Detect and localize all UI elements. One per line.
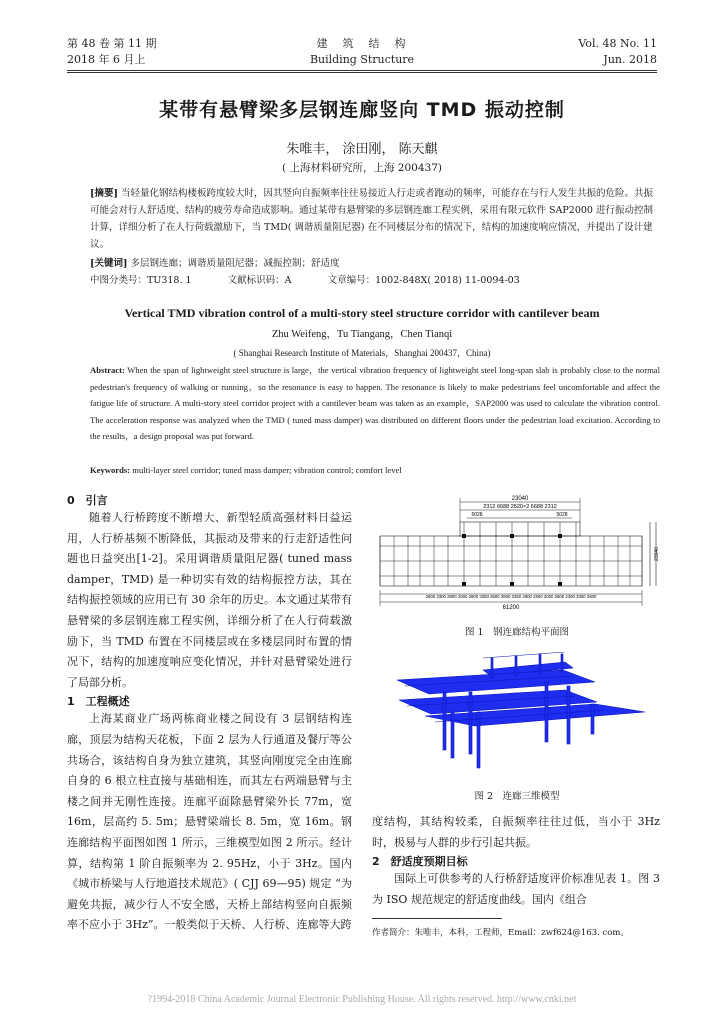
section-2-paragraph: 国际上可供参考的人行桥舒适度评价标准见表 1。图 3 为 ISO 规范规定的舒适度曲线。国内《组合	[372, 872, 660, 906]
classification-line	[90, 272, 660, 289]
english-authors: Zhu Weifeng，Tu Tiangang，Chen Tianqi	[271, 329, 453, 340]
header-rule	[67, 70, 657, 71]
keywords-en-text: multi-layer steel corridor; tuned mass damper; vibration control; comfort level	[132, 465, 402, 475]
abstract-en-text: When the span of lightweight steel structure is large，the vertical vibration frequency of lightweight steel long-span slab is probably close to the normal pedestrian's frequency of walking or running，so the resonance is easy to happen. The resonance is likely to make pedestrians feel uncomfortable and affect the fatigue life of structure. A multi-story steel corridor project with a cantilever beam was taken as an example，SAP2000 was used to calculate the vibration control. The acceleration response was analyzed when the TMD ( tuned mass damper) was distributed on different floors under the pedestrian load excitation. According to the results，a design proposal was put forward.	[90, 365, 660, 441]
journal-name-en: Building Structure	[309, 53, 415, 66]
keywords-en-label: Keywords:	[90, 465, 131, 475]
english-affiliation: ( Shanghai Research Institute of Materials，Shanghai 200437，China)	[233, 348, 491, 358]
figure-1-caption: 图 1 钢连廊结构平面图	[464, 627, 570, 638]
figure-1-plan-drawing	[372, 494, 662, 614]
section-1-paragraph: 上海某商业广场两栋商业楼之间设有 3 层钢结构连廊，顶层为结构天花板，下面 2 层为人行通道及餐厅等公共场合，该结构自身为独立建筑，其竖向刚度完全由连廊自身的 6 根立柱直接与基础相连，而其左右两端悬臂与主楼之间并无刚性连接。连廊平面除悬臂梁外长 77m，宽 16m，层高约 5. 5m；悬臂梁端长 8. 5m，宽 16m。钢连廊结构平面图如图 1 所示，三维模型如图 2 所示。经计算，结构第 1 阶自振频率为 2. 95Hz，小于 3Hz。国内《城市桥梁与人行地道技术规范》( CJJ 69—95) 规定 “为避免共振，减少行人不安全感，天桥上部结构竖向自振频率不应小于 3Hz”。一般类似于天桥、人行桥、连廊等大跨	[67, 712, 352, 932]
journal-date-en: Jun. 2018	[603, 53, 657, 66]
abstract-label: [摘要]	[90, 188, 118, 199]
document-code: 文献标识码：A	[227, 275, 292, 286]
keywords-text: 多层钢连廊；调谐质量阻尼器；减振控制；舒适度	[130, 258, 340, 269]
journal-issue-date: 2018 年 6 月上	[67, 53, 146, 66]
right-column	[372, 812, 660, 910]
journal-volume: 第 48 卷 第 11 期	[67, 37, 157, 50]
dim-total-bottom: 61200	[502, 605, 520, 611]
dim-right: 23040	[654, 547, 660, 561]
article-affiliation: ( 上海材料研究所，上海 200437)	[282, 162, 442, 174]
abstract-en-label: Abstract:	[90, 365, 125, 375]
left-column	[67, 492, 352, 936]
class-number: 中图分类号：TU318. 1	[90, 275, 192, 286]
dim-bottom-row: 2800 3300 2800 2000 2800 3350 3600 3800 3350 2800 2800 2000 2800 2300 3300 2800	[425, 594, 597, 599]
author-footnote: 作者简介：朱唯丰，本科，工程师，Email：zwf624@163. com。	[372, 928, 629, 938]
keywords-cn	[90, 255, 660, 272]
dim-sub-right: 5028	[556, 512, 568, 518]
dim-top-row: 2312 6688 2520×2 6688 2312	[483, 504, 557, 510]
section-0-paragraph: 随着人行桥跨度不断增大、新型轻质高强材料日益运用，人行桥基频不断降低，其振动及带来的行走舒适性问题也日益突出[1-2]。采用调谐质量阻尼器( tuned mass damper，TMD) 是一种切实有效的结构振控方法，其在结构振控领域的应用已有 30 余年的历史。本文通过某带有悬臂梁的多层钢连廊工程实例，详细分析了在人行荷载激励下，当 TMD 布置在不同楼层或在多楼层同时布置的情况下，结构的加速度响应变化情况，并针对悬臂梁处进行了局部分析。	[67, 511, 352, 689]
figure-2-3d-model	[395, 652, 650, 770]
section-1-title: 1 工程概述	[67, 695, 130, 709]
section-0-title: 0 引言	[67, 494, 108, 507]
footnote-rule	[372, 918, 502, 919]
abstract-en	[90, 362, 660, 445]
abstract-text: 当轻量化钢结构楼板跨度较大时，因其竖向自振频率往往易接近人行走或者跑动的频率，可能存在与行人发生共振的危险。共振可能会对行人舒适度、结构的疲劳寿命造成影响。通过某带有悬臂梁的多层钢连廊工程实例，采用有限元软件 SAP2000 进行振动控制计算，详细分析了在人行荷载激励下，当 TMD( 调谐质量阻尼器) 在不同楼层分布的情况下，结构的加速度响应情况，并提出了设计建议。	[90, 188, 654, 250]
right-paragraph-continued: 度结构，其结构较柔，自振频率往往过低，当小于 3Hz 时，极易与人群的步行引起共振。	[372, 815, 660, 849]
journal-name-cn: 建 筑 结 构	[316, 37, 408, 50]
english-title: Vertical TMD vibration control of a multi-story steel structure corridor with cantilever beam	[124, 306, 600, 320]
journal-volume-en: Vol. 48 No. 11	[578, 37, 657, 50]
dim-sub-left: 5028	[471, 512, 483, 518]
section-2-title: 2 舒适度预期目标	[372, 855, 468, 869]
keywords-label: [关键词]	[90, 258, 128, 269]
copyright-footer: ?1994-2018 China Academic Journal Electronic Publishing House. All rights reserved. http://www.cnki.net	[147, 994, 577, 1005]
article-title: 某带有悬臂梁多层钢连廊竖向 TMD 振动控制	[159, 99, 565, 121]
dim-total-top: 23040	[511, 496, 529, 502]
keywords-en	[90, 462, 660, 479]
header-rule-2	[67, 72, 657, 73]
figure-2-caption: 图 2 连廊三维模型	[474, 791, 560, 802]
article-authors: 朱唯丰， 涂田刚， 陈天麒	[286, 142, 438, 157]
article-number: 文章编号：1002-848X( 2018) 11-0094-03	[327, 275, 520, 286]
abstract-cn	[90, 185, 660, 253]
